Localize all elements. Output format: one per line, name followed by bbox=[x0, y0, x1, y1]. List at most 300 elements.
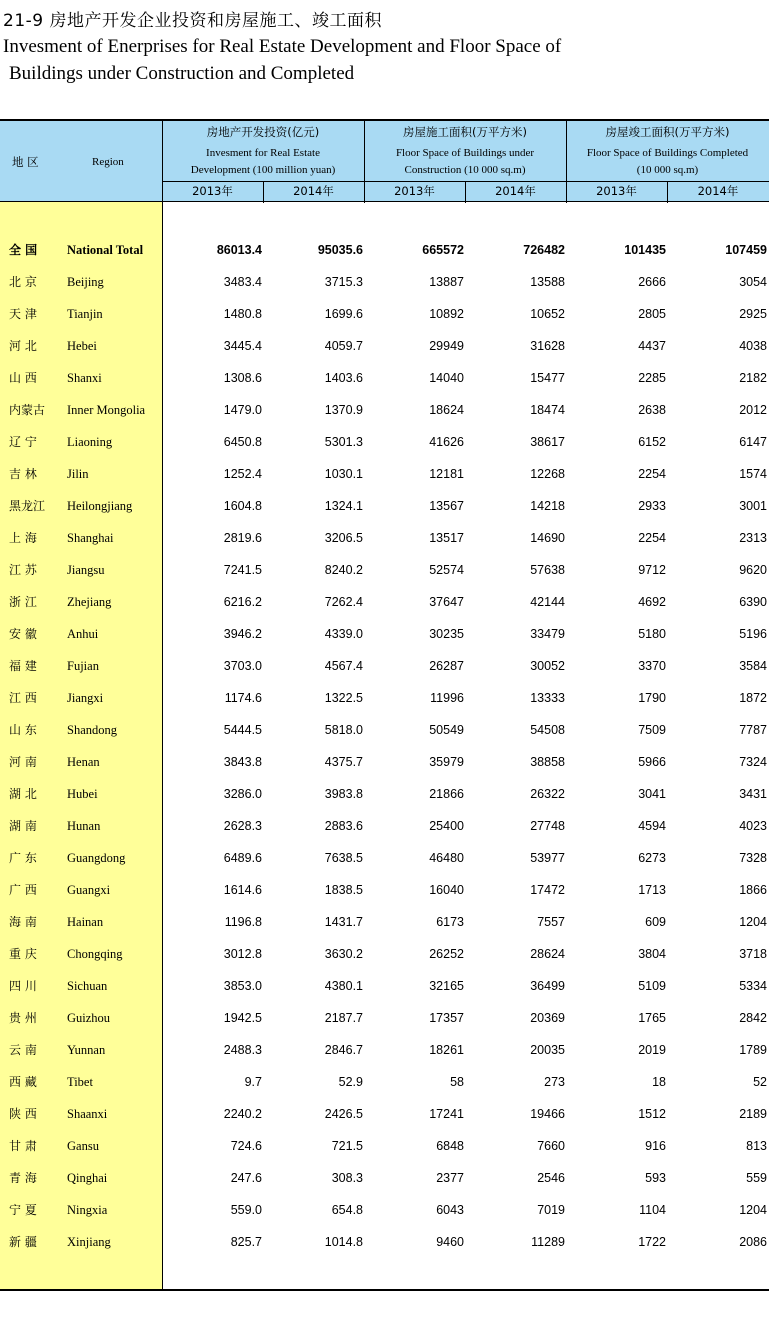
value-cell: 1765 bbox=[638, 1011, 666, 1025]
value-cell: 86013.4 bbox=[216, 243, 262, 257]
value-cell: 2883.6 bbox=[324, 819, 363, 833]
value-cell: 19466 bbox=[530, 1107, 565, 1121]
value-cell: 654.8 bbox=[331, 1203, 363, 1217]
value-cell: 7509 bbox=[638, 723, 666, 737]
value-cell: 6043 bbox=[436, 1203, 464, 1217]
table-row bbox=[0, 1034, 769, 1066]
value-cell: 1480.8 bbox=[223, 307, 262, 321]
region-name-en: Hubei bbox=[67, 787, 98, 801]
value-cell: 3041 bbox=[638, 787, 666, 801]
value-cell: 2313 bbox=[739, 531, 767, 545]
value-cell: 2254 bbox=[638, 467, 666, 481]
table-row bbox=[0, 1194, 769, 1226]
table-row bbox=[0, 554, 769, 586]
region-name-en: Shanxi bbox=[67, 371, 102, 385]
value-cell: 4692 bbox=[638, 595, 666, 609]
table-bottom-rule bbox=[0, 1289, 769, 1291]
region-name-en: Guangxi bbox=[67, 883, 111, 897]
region-name-en: Yunnan bbox=[67, 1043, 106, 1057]
header-investment-en1: Invesment for Real Estate bbox=[206, 147, 320, 159]
value-cell: 916 bbox=[645, 1139, 666, 1153]
table-title-en-line2: Buildings under Construction and Completed bbox=[9, 63, 355, 84]
header-completed-en2: (10 000 sq.m) bbox=[636, 164, 699, 176]
region-name-cn: 北 京 bbox=[9, 275, 37, 289]
table-row bbox=[0, 842, 769, 874]
value-cell: 101435 bbox=[624, 243, 666, 257]
value-cell: 6848 bbox=[436, 1139, 464, 1153]
value-cell: 4339.0 bbox=[324, 627, 363, 641]
table-row bbox=[0, 458, 769, 490]
value-cell: 12181 bbox=[429, 467, 464, 481]
value-cell: 4023 bbox=[739, 819, 767, 833]
region-name-en: Sichuan bbox=[67, 979, 108, 993]
value-cell: 3718 bbox=[739, 947, 767, 961]
value-cell: 2925 bbox=[739, 307, 767, 321]
table-header bbox=[0, 119, 769, 202]
value-cell: 20369 bbox=[530, 1011, 565, 1025]
value-cell: 1104 bbox=[639, 1203, 666, 1217]
value-cell: 1174.6 bbox=[224, 691, 262, 705]
table-row bbox=[0, 618, 769, 650]
region-name-cn: 内蒙古 bbox=[9, 403, 46, 417]
value-cell: 1614.6 bbox=[223, 883, 262, 897]
region-name-en: Jiangsu bbox=[67, 563, 105, 577]
value-cell: 2805 bbox=[638, 307, 666, 321]
value-cell: 7557 bbox=[537, 915, 565, 929]
table-row bbox=[0, 714, 769, 746]
header-investment-cn: 房地产开发投资(亿元) bbox=[206, 125, 320, 139]
header-region-cn: 地 区 bbox=[12, 155, 39, 169]
region-name-en: Shanghai bbox=[67, 531, 114, 545]
value-cell: 2189 bbox=[739, 1107, 767, 1121]
region-name-en: Jiangxi bbox=[67, 691, 104, 705]
value-cell: 5196 bbox=[739, 627, 767, 641]
value-cell: 813 bbox=[746, 1139, 767, 1153]
region-name-cn: 安 徽 bbox=[9, 627, 37, 641]
value-cell: 1790 bbox=[638, 691, 666, 705]
value-cell: 17241 bbox=[429, 1107, 464, 1121]
value-cell: 26252 bbox=[429, 947, 464, 961]
value-cell: 52574 bbox=[429, 563, 464, 577]
table-row bbox=[0, 1130, 769, 1162]
value-cell: 1196.8 bbox=[224, 915, 262, 929]
value-cell: 5180 bbox=[638, 627, 666, 641]
value-cell: 26287 bbox=[429, 659, 464, 673]
table-row bbox=[0, 1098, 769, 1130]
value-cell: 35979 bbox=[429, 755, 464, 769]
value-cell: 1431.7 bbox=[324, 915, 363, 929]
value-cell: 7241.5 bbox=[223, 563, 262, 577]
value-cell: 3370 bbox=[638, 659, 666, 673]
header-year: 2013年 bbox=[394, 184, 435, 198]
region-name-cn: 黑龙江 bbox=[9, 499, 46, 513]
value-cell: 3431 bbox=[739, 787, 767, 801]
region-name-cn: 山 东 bbox=[9, 723, 37, 737]
value-cell: 2638 bbox=[638, 403, 666, 417]
value-cell: 2019 bbox=[638, 1043, 666, 1057]
value-cell: 3983.8 bbox=[324, 787, 363, 801]
value-cell: 4594 bbox=[638, 819, 666, 833]
value-cell: 18261 bbox=[429, 1043, 464, 1057]
region-name-cn: 江 西 bbox=[9, 691, 37, 705]
value-cell: 33479 bbox=[530, 627, 565, 641]
value-cell: 18624 bbox=[429, 403, 464, 417]
value-cell: 6390 bbox=[739, 595, 767, 609]
value-cell: 1789 bbox=[739, 1043, 767, 1057]
table-row bbox=[0, 298, 769, 330]
region-name-cn: 贵 州 bbox=[9, 1011, 37, 1025]
value-cell: 2846.7 bbox=[324, 1043, 363, 1057]
value-cell: 1252.4 bbox=[223, 467, 262, 481]
header-year: 2013年 bbox=[192, 184, 233, 198]
region-name-cn: 新 疆 bbox=[9, 1235, 37, 1249]
region-name-en: Zhejiang bbox=[67, 595, 112, 609]
value-cell: 4437 bbox=[638, 339, 666, 353]
value-cell: 38858 bbox=[530, 755, 565, 769]
value-cell: 1030.1 bbox=[324, 467, 363, 481]
value-cell: 6147 bbox=[739, 435, 767, 449]
value-cell: 7324 bbox=[739, 755, 767, 769]
region-name-cn: 河 南 bbox=[9, 755, 37, 769]
value-cell: 3483.4 bbox=[223, 275, 262, 289]
value-cell: 4375.7 bbox=[324, 755, 363, 769]
region-name-en: Guizhou bbox=[67, 1011, 111, 1025]
table-row bbox=[0, 778, 769, 810]
value-cell: 7328 bbox=[739, 851, 767, 865]
value-cell: 31628 bbox=[530, 339, 565, 353]
value-cell: 4567.4 bbox=[324, 659, 363, 673]
region-name-en: Inner Mongolia bbox=[67, 403, 146, 417]
region-name-en: Liaoning bbox=[67, 435, 113, 449]
value-cell: 13567 bbox=[429, 499, 464, 513]
value-cell: 1604.8 bbox=[223, 499, 262, 513]
value-cell: 54508 bbox=[530, 723, 565, 737]
value-cell: 1014.8 bbox=[324, 1235, 363, 1249]
value-cell: 13887 bbox=[429, 275, 464, 289]
value-cell: 4059.7 bbox=[324, 339, 363, 353]
value-cell: 14040 bbox=[429, 371, 464, 385]
value-cell: 53977 bbox=[530, 851, 565, 865]
region-name-cn: 山 西 bbox=[9, 371, 37, 385]
value-cell: 593 bbox=[645, 1171, 666, 1185]
header-construction-en1: Floor Space of Buildings under bbox=[395, 147, 535, 159]
value-cell: 3206.5 bbox=[324, 531, 363, 545]
value-cell: 6152 bbox=[638, 435, 666, 449]
region-name-en: Hainan bbox=[67, 915, 104, 929]
value-cell: 12268 bbox=[530, 467, 565, 481]
value-cell: 1574 bbox=[739, 467, 767, 481]
value-cell: 1699.6 bbox=[324, 307, 363, 321]
value-cell: 1942.5 bbox=[223, 1011, 262, 1025]
value-cell: 665572 bbox=[422, 243, 464, 257]
table-row bbox=[0, 938, 769, 970]
value-cell: 2086 bbox=[739, 1235, 767, 1249]
value-cell: 1204 bbox=[739, 1203, 767, 1217]
value-cell: 2546 bbox=[537, 1171, 565, 1185]
region-name-en: Tianjin bbox=[67, 307, 103, 321]
region-name-en: Guangdong bbox=[67, 851, 126, 865]
value-cell: 1204 bbox=[739, 915, 767, 929]
value-cell: 3286.0 bbox=[223, 787, 262, 801]
value-cell: 6450.8 bbox=[223, 435, 262, 449]
value-cell: 14690 bbox=[530, 531, 565, 545]
value-cell: 25400 bbox=[429, 819, 464, 833]
region-name-cn: 湖 北 bbox=[9, 787, 37, 801]
value-cell: 5301.3 bbox=[324, 435, 363, 449]
region-name-en: Chongqing bbox=[67, 947, 123, 961]
value-cell: 308.3 bbox=[331, 1171, 363, 1185]
value-cell: 609 bbox=[645, 915, 666, 929]
value-cell: 32165 bbox=[429, 979, 464, 993]
value-cell: 2488.3 bbox=[223, 1043, 262, 1057]
value-cell: 5334 bbox=[739, 979, 767, 993]
value-cell: 3001 bbox=[739, 499, 767, 513]
value-cell: 28624 bbox=[530, 947, 565, 961]
table-row bbox=[0, 394, 769, 426]
value-cell: 1324.1 bbox=[324, 499, 363, 513]
value-cell: 273 bbox=[544, 1075, 565, 1089]
table-row bbox=[0, 330, 769, 362]
value-cell: 4380.1 bbox=[324, 979, 363, 993]
value-cell: 30052 bbox=[530, 659, 565, 673]
value-cell: 2377 bbox=[436, 1171, 464, 1185]
region-name-cn: 湖 南 bbox=[9, 819, 37, 833]
value-cell: 36499 bbox=[530, 979, 565, 993]
value-cell: 7787 bbox=[739, 723, 767, 737]
table-title-en-line1: Invesment of Enerprises for Real Estate Development and Floor Space of bbox=[3, 36, 562, 57]
value-cell: 1838.5 bbox=[324, 883, 363, 897]
value-cell: 559 bbox=[746, 1171, 767, 1185]
value-cell: 3012.8 bbox=[223, 947, 262, 961]
value-cell: 3054 bbox=[739, 275, 767, 289]
value-cell: 20035 bbox=[530, 1043, 565, 1057]
value-cell: 2426.5 bbox=[324, 1107, 363, 1121]
region-name-cn: 全 国 bbox=[9, 243, 38, 257]
value-cell: 41626 bbox=[429, 435, 464, 449]
header-construction-cn: 房屋施工面积(万平方米) bbox=[403, 125, 527, 139]
table-row bbox=[0, 522, 769, 554]
value-cell: 9460 bbox=[436, 1235, 464, 1249]
value-cell: 3630.2 bbox=[324, 947, 363, 961]
value-cell: 2819.6 bbox=[223, 531, 262, 545]
value-cell: 5109 bbox=[638, 979, 666, 993]
region-name-en: Ningxia bbox=[67, 1203, 108, 1217]
value-cell: 1479.0 bbox=[223, 403, 262, 417]
value-cell: 15477 bbox=[530, 371, 565, 385]
value-cell: 6489.6 bbox=[223, 851, 262, 865]
region-name-cn: 宁 夏 bbox=[9, 1203, 37, 1217]
value-cell: 52.9 bbox=[338, 1075, 363, 1089]
header-year: 2014年 bbox=[697, 184, 739, 198]
region-name-cn: 青 海 bbox=[9, 1171, 37, 1185]
value-cell: 50549 bbox=[429, 723, 464, 737]
value-cell: 9712 bbox=[638, 563, 666, 577]
value-cell: 7638.5 bbox=[324, 851, 363, 865]
region-name-cn: 云 南 bbox=[9, 1043, 37, 1057]
table-title-cn: 21-9 房地产开发企业投资和房屋施工、竣工面积 bbox=[3, 11, 382, 31]
region-name-cn: 辽 宁 bbox=[9, 435, 37, 449]
value-cell: 17357 bbox=[429, 1011, 464, 1025]
value-cell: 3853.0 bbox=[223, 979, 262, 993]
table-row bbox=[0, 586, 769, 618]
value-cell: 7019 bbox=[537, 1203, 565, 1217]
value-cell: 29949 bbox=[429, 339, 464, 353]
region-name-en: Henan bbox=[67, 755, 100, 769]
value-cell: 13517 bbox=[429, 531, 464, 545]
region-name-cn: 吉 林 bbox=[9, 467, 37, 481]
value-cell: 559.0 bbox=[230, 1203, 262, 1217]
value-cell: 724.6 bbox=[230, 1139, 262, 1153]
value-cell: 95035.6 bbox=[317, 243, 363, 257]
value-cell: 1322.5 bbox=[324, 691, 363, 705]
value-cell: 2187.7 bbox=[324, 1011, 363, 1025]
region-name-cn: 江 苏 bbox=[9, 563, 37, 577]
value-cell: 37647 bbox=[429, 595, 464, 609]
region-name-en: Heilongjiang bbox=[67, 499, 133, 513]
value-cell: 5966 bbox=[638, 755, 666, 769]
header-construction-en2: Construction (10 000 sq.m) bbox=[404, 164, 526, 176]
value-cell: 13333 bbox=[530, 691, 565, 705]
region-name-en: Fujian bbox=[67, 659, 99, 673]
header-investment-en2: Development (100 million yuan) bbox=[190, 164, 336, 176]
value-cell: 10892 bbox=[429, 307, 464, 321]
value-cell: 6273 bbox=[638, 851, 666, 865]
value-cell: 14218 bbox=[530, 499, 565, 513]
region-name-en: Hunan bbox=[67, 819, 101, 833]
header-year: 2014年 bbox=[495, 184, 536, 198]
value-cell: 57638 bbox=[530, 563, 565, 577]
value-cell: 3843.8 bbox=[223, 755, 262, 769]
region-name-en: Shandong bbox=[67, 723, 117, 737]
region-name-cn: 广 西 bbox=[9, 883, 37, 897]
value-cell: 9620 bbox=[739, 563, 767, 577]
value-cell: 3584 bbox=[739, 659, 767, 673]
table-row bbox=[0, 1162, 769, 1194]
header-year: 2014年 bbox=[293, 184, 334, 198]
region-name-cn: 甘 肃 bbox=[9, 1139, 37, 1153]
value-cell: 21866 bbox=[429, 787, 464, 801]
region-name-en: National Total bbox=[67, 243, 144, 257]
value-cell: 5818.0 bbox=[324, 723, 363, 737]
value-cell: 721.5 bbox=[331, 1139, 363, 1153]
value-cell: 6173 bbox=[436, 915, 464, 929]
value-cell: 18 bbox=[652, 1075, 666, 1089]
value-cell: 42144 bbox=[530, 595, 565, 609]
value-cell: 247.6 bbox=[230, 1171, 262, 1185]
value-cell: 2240.2 bbox=[223, 1107, 262, 1121]
table-row bbox=[0, 682, 769, 714]
value-cell: 26322 bbox=[530, 787, 565, 801]
value-cell: 1866 bbox=[739, 883, 767, 897]
table-row bbox=[0, 906, 769, 938]
value-cell: 4038 bbox=[739, 339, 767, 353]
value-cell: 2842 bbox=[739, 1011, 767, 1025]
region-name-en: Anhui bbox=[67, 627, 99, 641]
value-cell: 8240.2 bbox=[324, 563, 363, 577]
value-cell: 6216.2 bbox=[223, 595, 262, 609]
region-name-en: Gansu bbox=[67, 1139, 99, 1153]
value-cell: 30235 bbox=[429, 627, 464, 641]
table-row-total bbox=[0, 234, 769, 266]
table-row bbox=[0, 362, 769, 394]
value-cell: 52 bbox=[753, 1075, 767, 1089]
region-name-cn: 海 南 bbox=[9, 915, 37, 929]
table-row bbox=[0, 970, 769, 1002]
value-cell: 17472 bbox=[530, 883, 565, 897]
value-cell: 9.7 bbox=[244, 1075, 262, 1089]
region-name-en: Tibet bbox=[67, 1075, 93, 1089]
value-cell: 3703.0 bbox=[223, 659, 262, 673]
value-cell: 2666 bbox=[638, 275, 666, 289]
value-cell: 1713 bbox=[638, 883, 666, 897]
value-cell: 1308.6 bbox=[223, 371, 262, 385]
region-name-en: Shaanxi bbox=[67, 1107, 108, 1121]
value-cell: 1872 bbox=[739, 691, 767, 705]
table-row bbox=[0, 490, 769, 522]
value-cell: 1512 bbox=[638, 1107, 666, 1121]
header-completed-cn: 房屋竣工面积(万平方米) bbox=[605, 125, 730, 139]
region-name-en: Hebei bbox=[67, 339, 97, 353]
region-name-cn: 西 藏 bbox=[9, 1075, 37, 1089]
table-row bbox=[0, 810, 769, 842]
value-cell: 3445.4 bbox=[223, 339, 262, 353]
region-name-cn: 福 建 bbox=[9, 659, 37, 673]
value-cell: 46480 bbox=[429, 851, 464, 865]
value-cell: 18474 bbox=[530, 403, 565, 417]
value-cell: 726482 bbox=[523, 243, 565, 257]
region-name-cn: 河 北 bbox=[9, 339, 37, 353]
value-cell: 7660 bbox=[537, 1139, 565, 1153]
value-cell: 1722 bbox=[638, 1235, 666, 1249]
value-cell: 5444.5 bbox=[223, 723, 262, 737]
region-name-en: Beijing bbox=[67, 275, 104, 289]
value-cell: 13588 bbox=[530, 275, 565, 289]
table-row bbox=[0, 650, 769, 682]
header-region-en: Region bbox=[92, 156, 124, 168]
value-cell: 2628.3 bbox=[223, 819, 262, 833]
table-row bbox=[0, 426, 769, 458]
table-row bbox=[0, 746, 769, 778]
table-row bbox=[0, 1226, 769, 1258]
region-name-cn: 天 津 bbox=[9, 307, 37, 321]
table-row bbox=[0, 266, 769, 298]
value-cell: 3804 bbox=[638, 947, 666, 961]
value-cell: 10652 bbox=[530, 307, 565, 321]
value-cell: 1403.6 bbox=[324, 371, 363, 385]
table-row bbox=[0, 874, 769, 906]
region-name-cn: 四 川 bbox=[9, 979, 37, 993]
value-cell: 2933 bbox=[638, 499, 666, 513]
value-cell: 1370.9 bbox=[324, 403, 363, 417]
table-row bbox=[0, 1002, 769, 1034]
value-cell: 58 bbox=[450, 1075, 464, 1089]
value-cell: 2254 bbox=[638, 531, 666, 545]
value-cell: 11996 bbox=[430, 691, 464, 705]
region-name-en: Xinjiang bbox=[67, 1235, 111, 1249]
value-cell: 27748 bbox=[530, 819, 565, 833]
value-cell: 2285 bbox=[638, 371, 666, 385]
value-cell: 38617 bbox=[530, 435, 565, 449]
region-name-en: Jilin bbox=[67, 467, 89, 481]
value-cell: 825.7 bbox=[230, 1235, 262, 1249]
value-cell: 11289 bbox=[531, 1235, 565, 1249]
value-cell: 2182 bbox=[739, 371, 767, 385]
region-name-cn: 广 东 bbox=[9, 851, 37, 865]
region-name-cn: 上 海 bbox=[9, 531, 37, 545]
value-cell: 3946.2 bbox=[223, 627, 262, 641]
region-name-cn: 陕 西 bbox=[9, 1107, 37, 1121]
header-completed-en1: Floor Space of Buildings Completed bbox=[586, 147, 749, 159]
